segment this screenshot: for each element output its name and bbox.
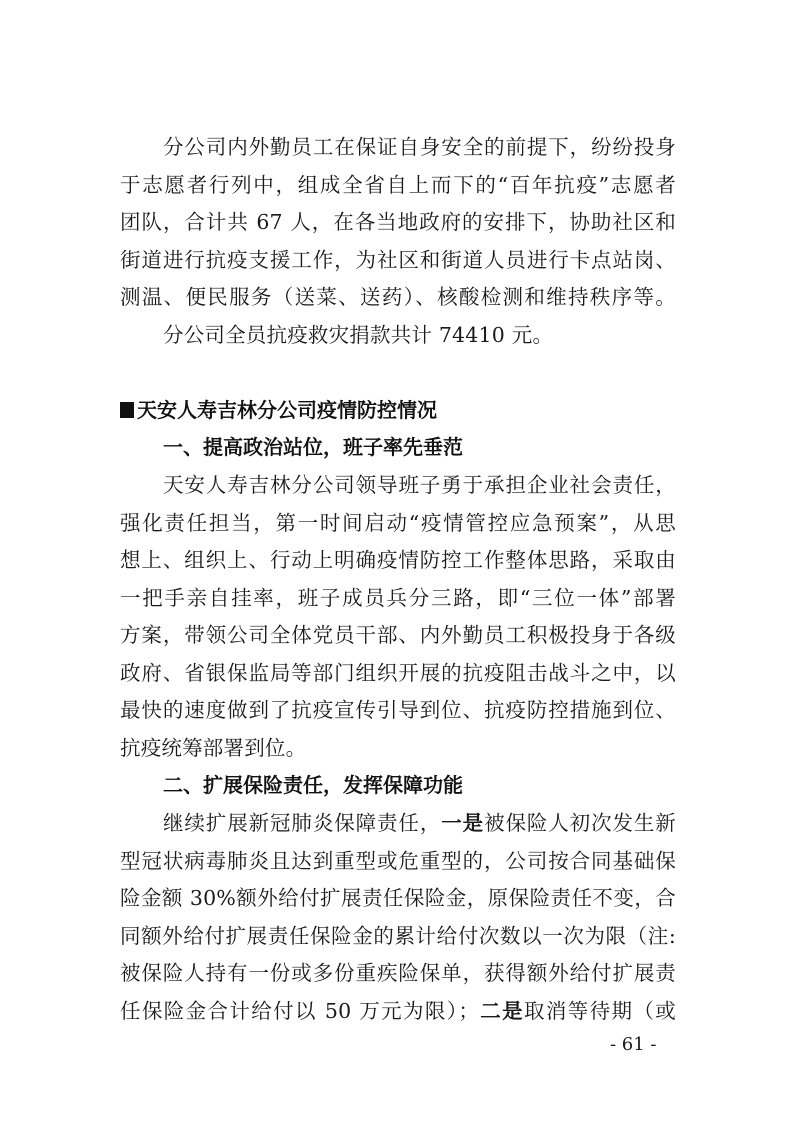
sub2-line-1-pre: 继续扩展新冠肺炎保障责任， [163,811,442,835]
sub2-line-6-bold: 二是 [479,999,525,1023]
sub2-line-3: 险金额 30%额外给付扩展责任保险金，原保险责任不变，合 [120,886,676,910]
sub2-line-1-bold: 一是 [441,811,485,835]
paragraph-2: 分公司全员抗疫救灾捐款共计 74410 元。 [163,323,554,347]
sub2-line-5: 被保险人持有一份或多份重疾险保单，获得额外给付扩展责 [120,961,676,985]
paragraph-1-line-5: 测温、便民服务（送菜、送药）、核酸检测和维持秩序等。 [120,285,676,309]
sub1-line-7: 最快的速度做到了抗疫宣传引导到位、抗疫防控措施到位、 [120,698,676,722]
paragraph-1-line-2: 于志愿者行列中，组成全省自上而下的“百年抗疫”志愿者 [120,173,676,197]
sub2-line-6-pre: 任保险金合计给付以 50 万元为限）； [120,999,480,1023]
sub2-line-6 [120,998,676,1024]
page-number: - 61 - [610,1034,657,1055]
subheading-2: 二、扩展保险责任，发挥保障功能 [163,773,463,797]
sub2-line-2: 型冠状病毒肺炎且达到重型或危重型的，公司按合同基础保 [120,849,676,873]
section-heading [120,397,437,423]
sub2-line-1 [163,810,676,836]
paragraph-1-line-4: 街道进行抗疫支援工作，为社区和街道人员进行卡点站岗、 [120,248,676,272]
sub1-line-3: 想上、组织上、行动上明确疫情防控工作整体思路，采取由 [120,548,676,572]
sub1-line-2: 强化责任担当，第一时间启动“疫情管控应急预案”，从思 [120,511,676,535]
sub1-line-5: 方案，带领公司全体党员干部、内外勤员工积极投身于各级 [120,623,676,647]
paragraph-1-line-1: 分公司内外勤员工在保证自身安全的前提下，纷纷投身 [163,135,676,159]
sub2-line-1-post: 被保险人初次发生新 [484,811,676,835]
sub2-line-4: 同额外给付扩展责任保险金的累计给付次数以一次为限（注: [120,924,676,948]
sub2-line-6-post: 取消等待期（或 [524,999,676,1023]
section-title: 天安人寿吉林分公司疫情防控情况 [137,398,437,422]
square-bullet-icon [120,402,134,418]
sub1-line-1: 天安人寿吉林分公司领导班子勇于承担企业社会责任， [163,473,676,497]
subheading-1: 一、提高政治站位，班子率先垂范 [163,435,463,459]
sub1-line-4: 一把手亲自挂率，班子成员兵分三路，即“三位一体”部署 [120,586,676,610]
paragraph-1-line-3: 团队，合计共 67 人，在各当地政府的安排下，协助社区和 [120,210,676,234]
sub1-line-8: 抗疫统筹部署到位。 [120,736,307,760]
sub1-line-6: 政府、省银保监局等部门组织开展的抗疫阻击战斗之中，以 [120,661,676,685]
